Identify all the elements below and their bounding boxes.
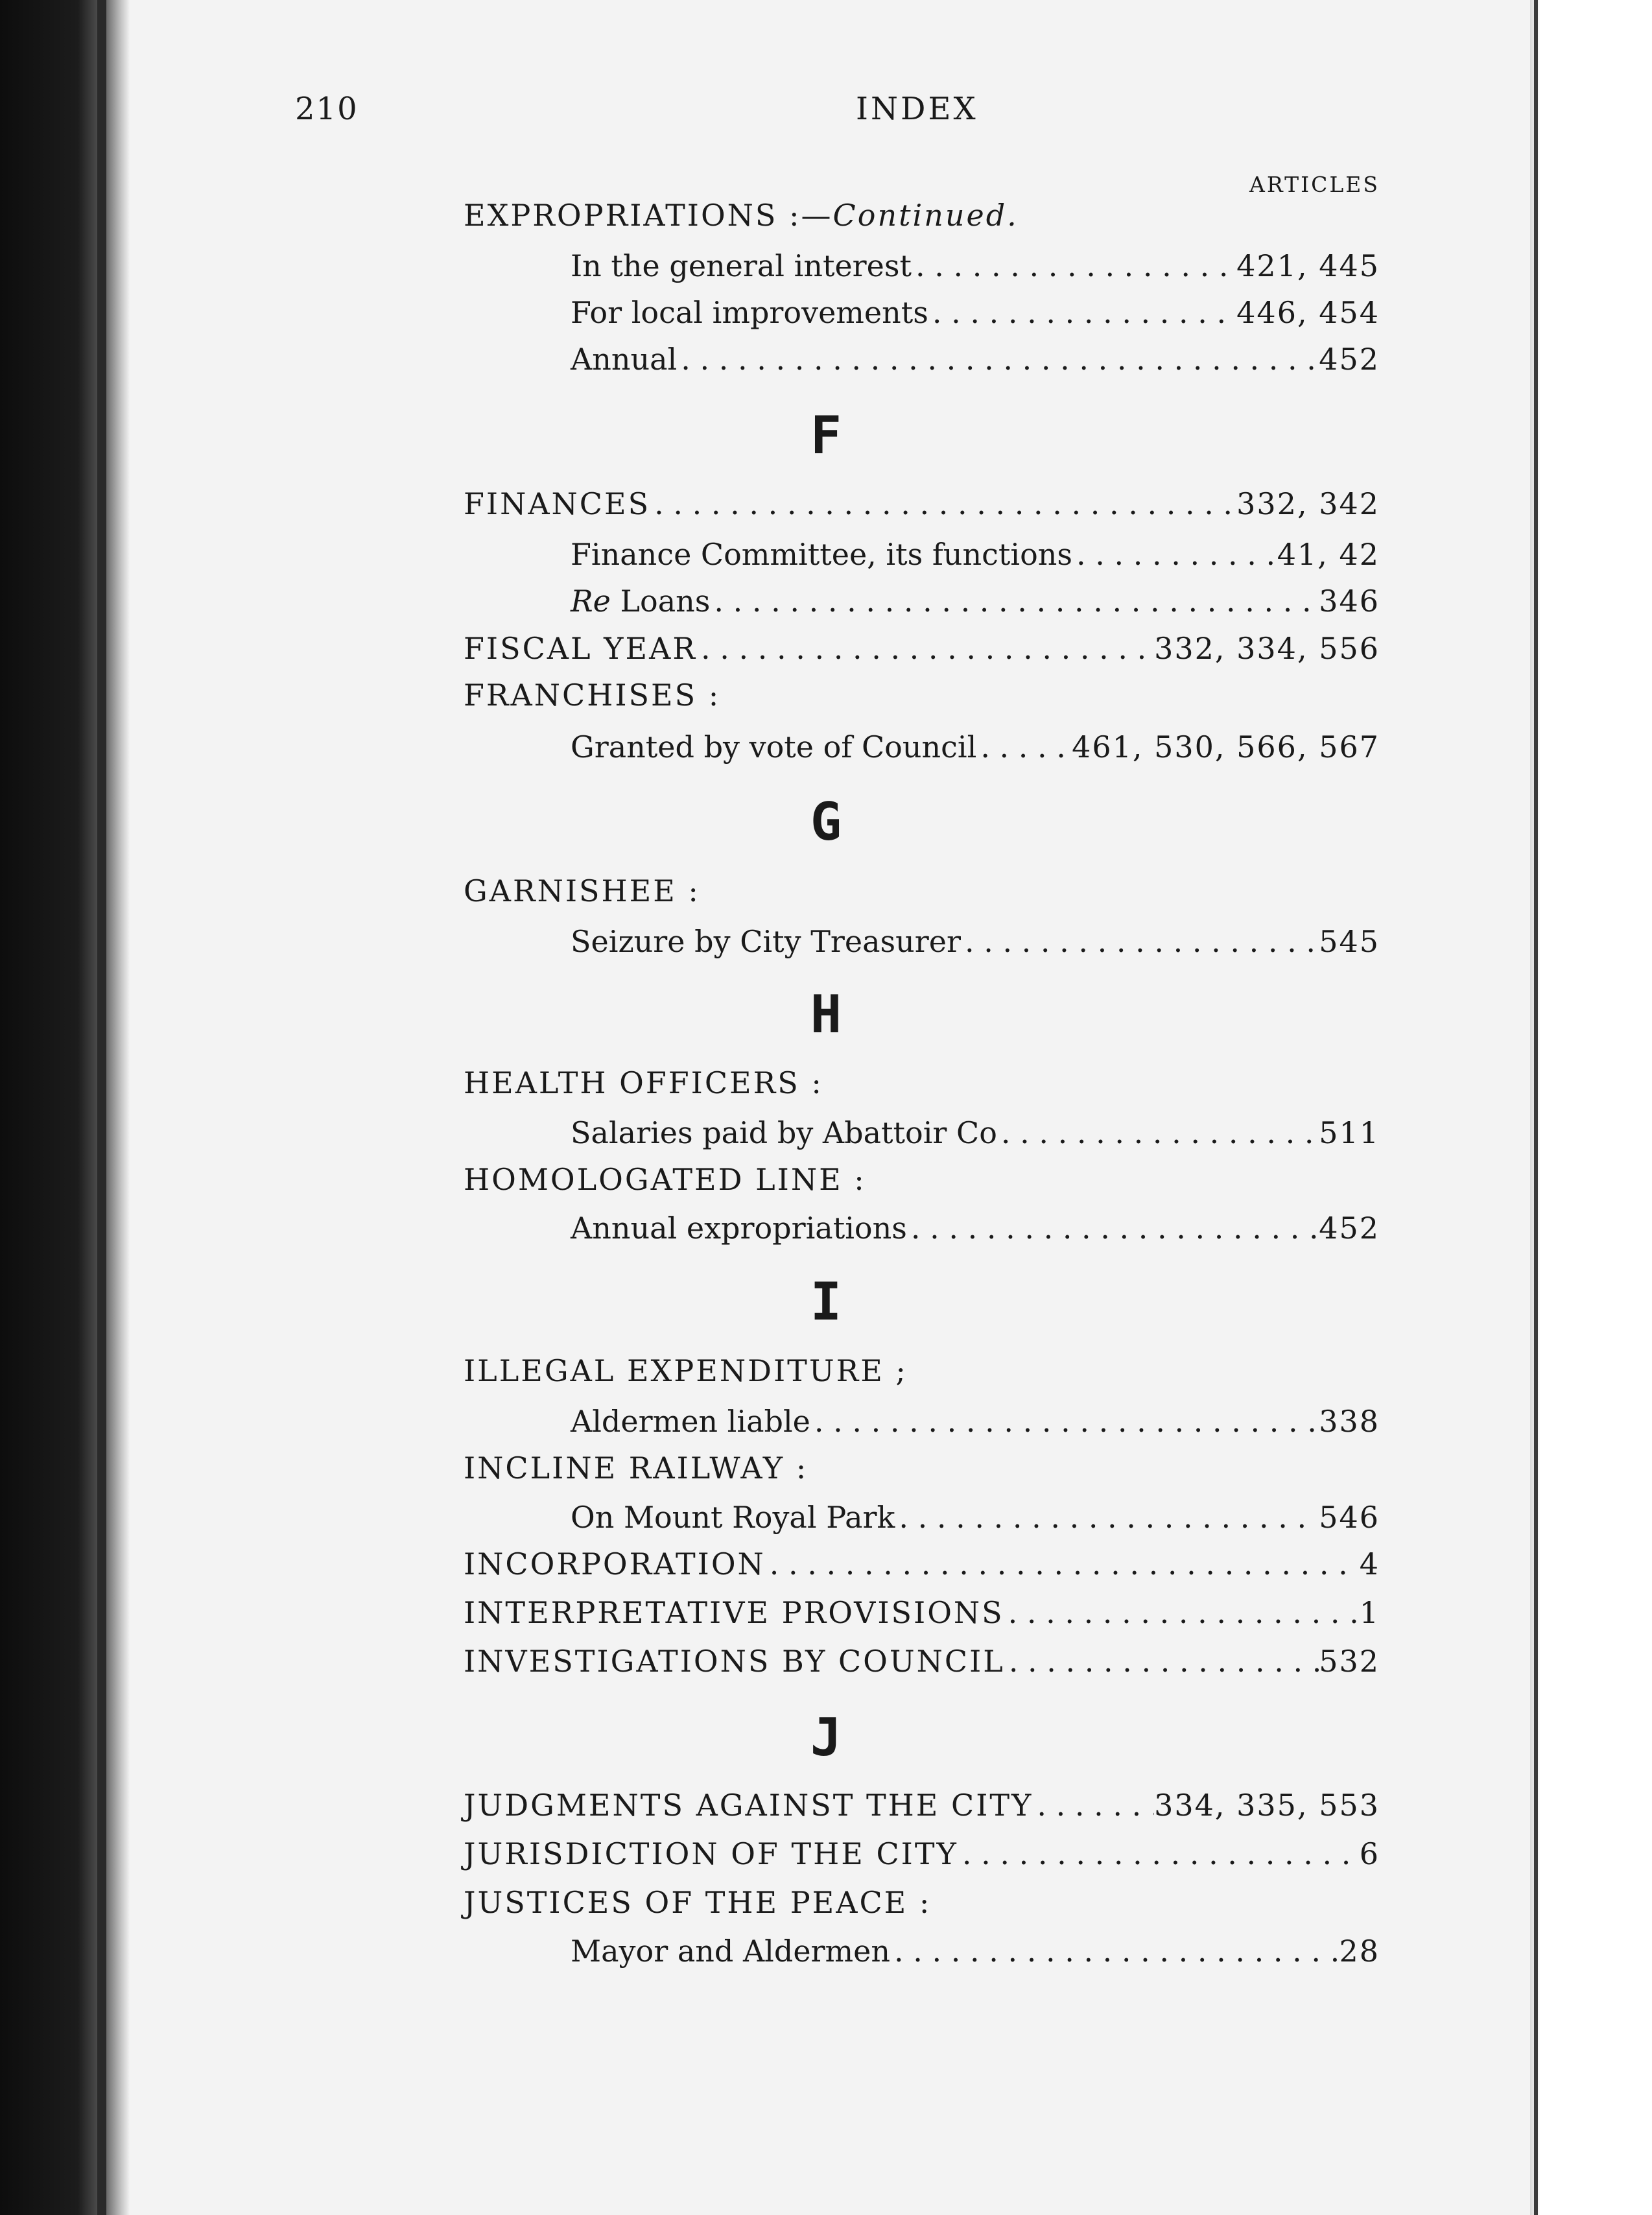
index-entry-health-officers: HEALTH OFFICERS : — [464, 1065, 823, 1100]
section-letter-j: J — [810, 1707, 842, 1768]
index-entry-justices-of-the-peace: JUSTICES OF THE PEACE : — [464, 1885, 932, 1920]
index-entry-incorporation: INCORPORATION . . . 4 — [464, 1543, 1380, 1585]
page-edge-line — [1534, 0, 1538, 2215]
index-subentry: Aldermen liable . . . 338 — [571, 1401, 1380, 1442]
index-subentry: In the general interest . . . 421, 445 — [571, 245, 1380, 287]
index-subentry: Finance Committee, its functions . . . 41, 42 — [571, 534, 1380, 575]
index-entry-investigations-by-council: INVESTIGATIONS BY COUNCIL . . . 532 — [464, 1641, 1380, 1682]
book-spine-shadow — [97, 0, 106, 2215]
index-subentry: Annual expropriations . . . 452 — [571, 1207, 1380, 1249]
scan-left-edge — [0, 0, 130, 2215]
index-entry-fiscal-year: FISCAL YEAR . . . 332, 334, 556 — [464, 628, 1380, 669]
index-entry-franchises: FRANCHISES : — [464, 678, 721, 713]
index-entry-homologated-line: HOMOLOGATED LINE : — [464, 1162, 866, 1197]
index-subentry: Seizure by City Treasurer . . . 545 — [571, 921, 1380, 962]
page-number: 210 — [295, 91, 359, 127]
page-title: INDEX — [856, 91, 978, 127]
section-letter-g: G — [810, 792, 842, 852]
index-subentry: Salaries paid by Abattoir Co . . . 511 — [571, 1112, 1380, 1154]
index-entry-interpretative-provisions: INTERPRETATIVE PROVISIONS . . . 1 — [464, 1592, 1380, 1633]
index-subentry: Annual . . . 452 — [571, 338, 1380, 380]
index-entry-incline-railway: INCLINE RAILWAY : — [464, 1451, 808, 1486]
index-entry-jurisdiction-of-the-city: JURISDICTION OF THE CITY . . . 6 — [464, 1833, 1380, 1875]
section-letter-i: I — [810, 1272, 842, 1332]
scan-right-edge — [1530, 0, 1652, 2215]
index-subentry: For local improvements . . . 446, 454 — [571, 292, 1380, 333]
index-entry-finances: FINANCES . . . 332, 342 — [464, 483, 1380, 525]
index-subentry: On Mount Royal Park . . . 546 — [571, 1497, 1380, 1538]
index-entry-judgments-against-the-city: JUDGMENTS AGAINST THE CITY . . . 334, 335, 553 — [464, 1784, 1380, 1826]
articles-column-label: ARTICLES — [1249, 172, 1380, 197]
index-subentry: Re Loans . . . 346 — [571, 580, 1380, 622]
index-subentry: Granted by vote of Council . . . 461, 530, 566, 567 — [571, 726, 1380, 768]
section-letter-h: H — [810, 984, 842, 1045]
section-letter-f: F — [810, 405, 842, 466]
index-entry-expropriations: EXPROPRIATIONS :—Continued. — [464, 198, 1019, 233]
index-entry-garnishee: GARNISHEE : — [464, 873, 700, 908]
index-entry-illegal-expenditure: ILLEGAL EXPENDITURE ; — [464, 1353, 908, 1388]
index-subentry: Mayor and Aldermen . . . 28 — [571, 1930, 1380, 1972]
